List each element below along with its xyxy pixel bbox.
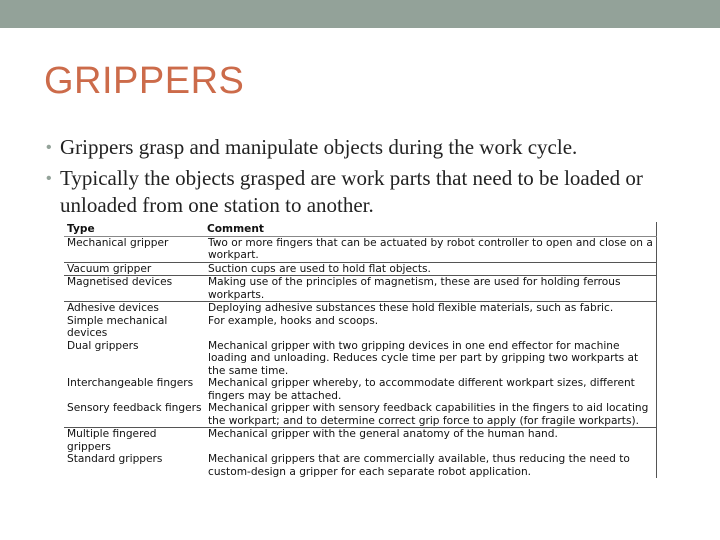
cell-comment: Mechanical grippers that are commercially available, thus reducing the need to custom-design a gripper for each separate robot application.	[208, 453, 630, 478]
table-header-row	[64, 222, 656, 236]
table-row	[64, 236, 656, 262]
cell-comment: Mechanical gripper whereby, to accommodate different workpart sizes, different fingers may be attached.	[208, 377, 635, 402]
table-row	[64, 302, 656, 315]
bullet-icon: •	[46, 139, 52, 156]
bullet-list	[46, 134, 686, 223]
bullet-text: Typically the objects grasped are work parts that need to be loaded or unloaded from one station to another.	[60, 166, 643, 217]
table-row	[64, 453, 656, 478]
cell-type: Interchangeable fingers	[67, 377, 194, 389]
cell-comment: Mechanical gripper with the general anatomy of the human hand.	[208, 428, 558, 440]
cell-comment: Deploying adhesive substances these hold flexible materials, such as fabric.	[208, 302, 614, 314]
table-row	[64, 315, 656, 340]
cell-comment: Mechanical gripper with sensory feedback capabilities in the fingers to aid locating the workpart; and to determine correct grip force to apply (for fragile workparts).	[204, 402, 656, 428]
cell-type: Mechanical gripper	[64, 236, 204, 262]
cell-type: Vacuum gripper	[64, 262, 204, 276]
cell-type: Simple mechanical devices	[67, 314, 168, 339]
cell-comment: Making use of the principles of magnetism, these are used for holding ferrous workparts.	[204, 276, 656, 302]
bullet-item	[46, 134, 686, 161]
header-type: Type	[64, 222, 204, 236]
table-row	[64, 262, 656, 276]
cell-type: Multiple fingered grippers	[67, 428, 157, 453]
cell-comment: Suction cups are used to hold flat objects.	[204, 262, 656, 276]
table-row	[64, 402, 656, 428]
cell-type: Magnetised devices	[64, 276, 204, 302]
gripper-types-table	[64, 222, 657, 478]
slide-title: GRIPPERS	[44, 60, 245, 102]
cell-type: Dual grippers	[67, 339, 139, 352]
cell-type: Sensory feedback fingers	[64, 402, 204, 428]
cell-comment: For example, hooks and scoops.	[208, 314, 379, 327]
table-row	[64, 276, 656, 302]
table-row	[64, 428, 656, 454]
bullet-item	[46, 165, 686, 219]
table-row	[64, 340, 656, 378]
header-comment: Comment	[204, 222, 656, 236]
bullet-text: Grippers grasp and manipulate objects during the work cycle.	[60, 135, 578, 159]
cell-comment: Two or more fingers that can be actuated by robot controller to open and close on a workpart.	[204, 236, 656, 262]
table-row	[64, 377, 656, 402]
cell-comment: Mechanical gripper with two gripping devices in one end effector for machine loading and unloading. Reduces cycle time per part by gripping two workparts at the same time.	[208, 339, 639, 377]
cell-type: Standard grippers	[67, 453, 163, 465]
cell-type: Adhesive devices	[67, 302, 159, 314]
bullet-icon: •	[46, 170, 52, 187]
top-accent-bar	[0, 0, 720, 28]
